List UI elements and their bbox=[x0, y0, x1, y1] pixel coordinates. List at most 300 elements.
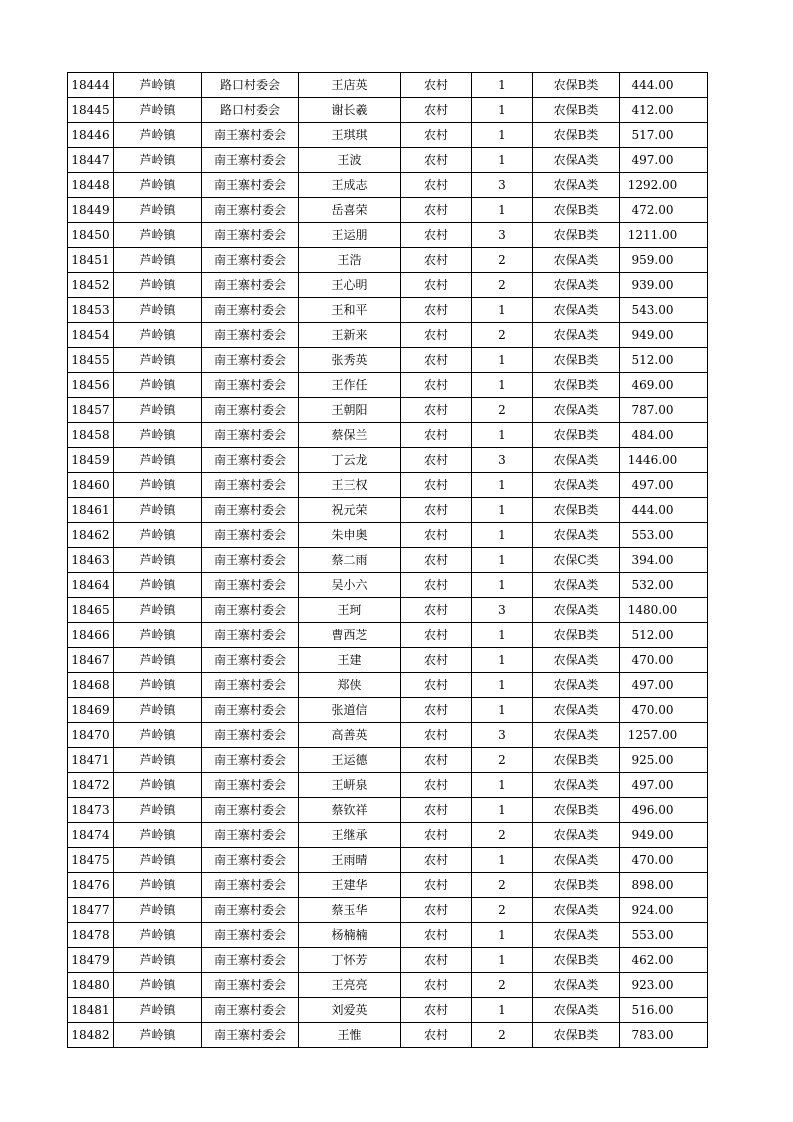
household-type-cell: 农村 bbox=[401, 748, 472, 773]
amount-cell: 923.00 bbox=[620, 973, 708, 998]
insurance-category-cell: 农保A类 bbox=[533, 773, 620, 798]
table-row bbox=[68, 248, 708, 273]
table-row bbox=[68, 423, 708, 448]
household-size-cell: 1 bbox=[472, 123, 533, 148]
person-name-cell: 朱申奥 bbox=[299, 523, 401, 548]
village-committee-cell: 南王寨村委会 bbox=[202, 823, 299, 848]
household-type-cell: 农村 bbox=[401, 498, 472, 523]
person-name-cell: 吴小六 bbox=[299, 573, 401, 598]
table-row bbox=[68, 798, 708, 823]
village-committee-cell: 路口村委会 bbox=[202, 73, 299, 98]
amount-cell: 444.00 bbox=[620, 498, 708, 523]
household-size-cell: 2 bbox=[472, 248, 533, 273]
household-type-cell: 农村 bbox=[401, 948, 472, 973]
table-row bbox=[68, 498, 708, 523]
village-committee-cell: 南王寨村委会 bbox=[202, 473, 299, 498]
household-type-cell: 农村 bbox=[401, 273, 472, 298]
table-row bbox=[68, 923, 708, 948]
amount-cell: 1211.00 bbox=[620, 223, 708, 248]
person-name-cell: 丁怀芳 bbox=[299, 948, 401, 973]
household-size-cell: 1 bbox=[472, 348, 533, 373]
township-cell: 芦岭镇 bbox=[114, 373, 202, 398]
table-row bbox=[68, 473, 708, 498]
township-cell: 芦岭镇 bbox=[114, 848, 202, 873]
amount-cell: 1480.00 bbox=[620, 598, 708, 623]
insurance-category-cell: 农保B类 bbox=[533, 948, 620, 973]
village-committee-cell: 南王寨村委会 bbox=[202, 748, 299, 773]
township-cell: 芦岭镇 bbox=[114, 948, 202, 973]
table-row bbox=[68, 723, 708, 748]
village-committee-cell: 南王寨村委会 bbox=[202, 323, 299, 348]
amount-cell: 898.00 bbox=[620, 873, 708, 898]
household-type-cell: 农村 bbox=[401, 548, 472, 573]
household-type-cell: 农村 bbox=[401, 148, 472, 173]
record-id-cell: 18476 bbox=[68, 873, 114, 898]
amount-cell: 470.00 bbox=[620, 648, 708, 673]
person-name-cell: 王新来 bbox=[299, 323, 401, 348]
table-row bbox=[68, 573, 708, 598]
household-size-cell: 1 bbox=[472, 148, 533, 173]
township-cell: 芦岭镇 bbox=[114, 573, 202, 598]
village-committee-cell: 南王寨村委会 bbox=[202, 198, 299, 223]
household-type-cell: 农村 bbox=[401, 198, 472, 223]
insurance-category-cell: 农保B类 bbox=[533, 123, 620, 148]
household-type-cell: 农村 bbox=[401, 123, 472, 148]
table-row bbox=[68, 648, 708, 673]
amount-cell: 484.00 bbox=[620, 423, 708, 448]
record-id-cell: 18459 bbox=[68, 448, 114, 473]
record-id-cell: 18477 bbox=[68, 898, 114, 923]
household-type-cell: 农村 bbox=[401, 398, 472, 423]
insurance-category-cell: 农保A类 bbox=[533, 473, 620, 498]
township-cell: 芦岭镇 bbox=[114, 1023, 202, 1048]
amount-cell: 470.00 bbox=[620, 848, 708, 873]
record-id-cell: 18469 bbox=[68, 698, 114, 723]
township-cell: 芦岭镇 bbox=[114, 973, 202, 998]
table-row bbox=[68, 948, 708, 973]
insurance-category-cell: 农保B类 bbox=[533, 798, 620, 823]
village-committee-cell: 南王寨村委会 bbox=[202, 898, 299, 923]
table-row bbox=[68, 373, 708, 398]
township-cell: 芦岭镇 bbox=[114, 348, 202, 373]
village-committee-cell: 南王寨村委会 bbox=[202, 573, 299, 598]
amount-cell: 497.00 bbox=[620, 773, 708, 798]
record-id-cell: 18445 bbox=[68, 98, 114, 123]
table-row bbox=[68, 323, 708, 348]
table-row bbox=[68, 898, 708, 923]
village-committee-cell: 南王寨村委会 bbox=[202, 448, 299, 473]
table-row bbox=[68, 298, 708, 323]
township-cell: 芦岭镇 bbox=[114, 198, 202, 223]
insurance-category-cell: 农保B类 bbox=[533, 423, 620, 448]
township-cell: 芦岭镇 bbox=[114, 648, 202, 673]
insurance-category-cell: 农保A类 bbox=[533, 823, 620, 848]
insurance-category-cell: 农保A类 bbox=[533, 923, 620, 948]
person-name-cell: 杨楠楠 bbox=[299, 923, 401, 948]
amount-cell: 783.00 bbox=[620, 1023, 708, 1048]
household-size-cell: 3 bbox=[472, 223, 533, 248]
person-name-cell: 丁云龙 bbox=[299, 448, 401, 473]
beneficiary-table bbox=[67, 72, 708, 1048]
village-committee-cell: 南王寨村委会 bbox=[202, 973, 299, 998]
record-id-cell: 18461 bbox=[68, 498, 114, 523]
household-size-cell: 1 bbox=[472, 948, 533, 973]
record-id-cell: 18456 bbox=[68, 373, 114, 398]
household-size-cell: 2 bbox=[472, 898, 533, 923]
record-id-cell: 18474 bbox=[68, 823, 114, 848]
table-row bbox=[68, 548, 708, 573]
household-size-cell: 1 bbox=[472, 923, 533, 948]
household-type-cell: 农村 bbox=[401, 848, 472, 873]
village-committee-cell: 南王寨村委会 bbox=[202, 423, 299, 448]
record-id-cell: 18455 bbox=[68, 348, 114, 373]
person-name-cell: 王三权 bbox=[299, 473, 401, 498]
amount-cell: 924.00 bbox=[620, 898, 708, 923]
insurance-category-cell: 农保A类 bbox=[533, 248, 620, 273]
table-row bbox=[68, 748, 708, 773]
person-name-cell: 王心明 bbox=[299, 273, 401, 298]
person-name-cell: 王成志 bbox=[299, 173, 401, 198]
person-name-cell: 王店英 bbox=[299, 73, 401, 98]
township-cell: 芦岭镇 bbox=[114, 798, 202, 823]
village-committee-cell: 南王寨村委会 bbox=[202, 398, 299, 423]
record-id-cell: 18475 bbox=[68, 848, 114, 873]
person-name-cell: 王岍泉 bbox=[299, 773, 401, 798]
insurance-category-cell: 农保A类 bbox=[533, 448, 620, 473]
amount-cell: 472.00 bbox=[620, 198, 708, 223]
insurance-category-cell: 农保B类 bbox=[533, 223, 620, 248]
person-name-cell: 王朝阳 bbox=[299, 398, 401, 423]
record-id-cell: 18446 bbox=[68, 123, 114, 148]
person-name-cell: 王运德 bbox=[299, 748, 401, 773]
household-size-cell: 1 bbox=[472, 98, 533, 123]
record-id-cell: 18462 bbox=[68, 523, 114, 548]
amount-cell: 412.00 bbox=[620, 98, 708, 123]
village-committee-cell: 南王寨村委会 bbox=[202, 698, 299, 723]
insurance-category-cell: 农保A类 bbox=[533, 298, 620, 323]
insurance-category-cell: 农保C类 bbox=[533, 548, 620, 573]
household-size-cell: 3 bbox=[472, 448, 533, 473]
person-name-cell: 曹西芝 bbox=[299, 623, 401, 648]
person-name-cell: 王作任 bbox=[299, 373, 401, 398]
amount-cell: 543.00 bbox=[620, 298, 708, 323]
household-type-cell: 农村 bbox=[401, 523, 472, 548]
table-row bbox=[68, 223, 708, 248]
person-name-cell: 高善英 bbox=[299, 723, 401, 748]
amount-cell: 787.00 bbox=[620, 398, 708, 423]
table-row bbox=[68, 73, 708, 98]
household-size-cell: 2 bbox=[472, 823, 533, 848]
township-cell: 芦岭镇 bbox=[114, 748, 202, 773]
table-row bbox=[68, 823, 708, 848]
insurance-category-cell: 农保B类 bbox=[533, 1023, 620, 1048]
household-size-cell: 1 bbox=[472, 498, 533, 523]
township-cell: 芦岭镇 bbox=[114, 448, 202, 473]
record-id-cell: 18447 bbox=[68, 148, 114, 173]
table-row bbox=[68, 773, 708, 798]
amount-cell: 444.00 bbox=[620, 73, 708, 98]
household-type-cell: 农村 bbox=[401, 623, 472, 648]
record-id-cell: 18468 bbox=[68, 673, 114, 698]
household-size-cell: 1 bbox=[472, 698, 533, 723]
household-size-cell: 1 bbox=[472, 673, 533, 698]
record-id-cell: 18463 bbox=[68, 548, 114, 573]
table-row bbox=[68, 973, 708, 998]
person-name-cell: 王浩 bbox=[299, 248, 401, 273]
person-name-cell: 岳喜荣 bbox=[299, 198, 401, 223]
household-type-cell: 农村 bbox=[401, 823, 472, 848]
table-row bbox=[68, 98, 708, 123]
table-row bbox=[68, 123, 708, 148]
township-cell: 芦岭镇 bbox=[114, 273, 202, 298]
household-type-cell: 农村 bbox=[401, 648, 472, 673]
household-size-cell: 1 bbox=[472, 998, 533, 1023]
table-row bbox=[68, 698, 708, 723]
person-name-cell: 谢长羲 bbox=[299, 98, 401, 123]
household-type-cell: 农村 bbox=[401, 698, 472, 723]
township-cell: 芦岭镇 bbox=[114, 73, 202, 98]
village-committee-cell: 南王寨村委会 bbox=[202, 348, 299, 373]
township-cell: 芦岭镇 bbox=[114, 598, 202, 623]
household-size-cell: 1 bbox=[472, 848, 533, 873]
insurance-category-cell: 农保B类 bbox=[533, 198, 620, 223]
table-row bbox=[68, 173, 708, 198]
table-row bbox=[68, 448, 708, 473]
record-id-cell: 18470 bbox=[68, 723, 114, 748]
record-id-cell: 18482 bbox=[68, 1023, 114, 1048]
insurance-category-cell: 农保A类 bbox=[533, 973, 620, 998]
village-committee-cell: 南王寨村委会 bbox=[202, 248, 299, 273]
household-type-cell: 农村 bbox=[401, 673, 472, 698]
household-size-cell: 1 bbox=[472, 573, 533, 598]
amount-cell: 1292.00 bbox=[620, 173, 708, 198]
person-name-cell: 蔡二雨 bbox=[299, 548, 401, 573]
insurance-category-cell: 农保B类 bbox=[533, 373, 620, 398]
township-cell: 芦岭镇 bbox=[114, 248, 202, 273]
household-type-cell: 农村 bbox=[401, 998, 472, 1023]
person-name-cell: 王继承 bbox=[299, 823, 401, 848]
table-row bbox=[68, 348, 708, 373]
household-size-cell: 3 bbox=[472, 723, 533, 748]
household-size-cell: 2 bbox=[472, 973, 533, 998]
person-name-cell: 王亮亮 bbox=[299, 973, 401, 998]
record-id-cell: 18473 bbox=[68, 798, 114, 823]
village-committee-cell: 南王寨村委会 bbox=[202, 998, 299, 1023]
record-id-cell: 18466 bbox=[68, 623, 114, 648]
table-row bbox=[68, 673, 708, 698]
village-committee-cell: 南王寨村委会 bbox=[202, 498, 299, 523]
table-row bbox=[68, 198, 708, 223]
township-cell: 芦岭镇 bbox=[114, 398, 202, 423]
amount-cell: 516.00 bbox=[620, 998, 708, 1023]
table-row bbox=[68, 998, 708, 1023]
township-cell: 芦岭镇 bbox=[114, 998, 202, 1023]
village-committee-cell: 南王寨村委会 bbox=[202, 373, 299, 398]
record-id-cell: 18467 bbox=[68, 648, 114, 673]
household-size-cell: 1 bbox=[472, 298, 533, 323]
record-id-cell: 18464 bbox=[68, 573, 114, 598]
amount-cell: 949.00 bbox=[620, 823, 708, 848]
record-id-cell: 18449 bbox=[68, 198, 114, 223]
household-type-cell: 农村 bbox=[401, 898, 472, 923]
household-type-cell: 农村 bbox=[401, 323, 472, 348]
household-size-cell: 1 bbox=[472, 773, 533, 798]
insurance-category-cell: 农保B类 bbox=[533, 73, 620, 98]
township-cell: 芦岭镇 bbox=[114, 473, 202, 498]
insurance-category-cell: 农保A类 bbox=[533, 648, 620, 673]
household-type-cell: 农村 bbox=[401, 448, 472, 473]
record-id-cell: 18450 bbox=[68, 223, 114, 248]
amount-cell: 553.00 bbox=[620, 923, 708, 948]
household-type-cell: 农村 bbox=[401, 73, 472, 98]
table-row bbox=[68, 148, 708, 173]
household-type-cell: 农村 bbox=[401, 598, 472, 623]
township-cell: 芦岭镇 bbox=[114, 523, 202, 548]
insurance-category-cell: 农保B类 bbox=[533, 623, 620, 648]
record-id-cell: 18465 bbox=[68, 598, 114, 623]
person-name-cell: 王运朋 bbox=[299, 223, 401, 248]
insurance-category-cell: 农保A类 bbox=[533, 573, 620, 598]
village-committee-cell: 南王寨村委会 bbox=[202, 723, 299, 748]
amount-cell: 939.00 bbox=[620, 273, 708, 298]
household-size-cell: 3 bbox=[472, 598, 533, 623]
insurance-category-cell: 农保B类 bbox=[533, 348, 620, 373]
person-name-cell: 祝元荣 bbox=[299, 498, 401, 523]
record-id-cell: 18481 bbox=[68, 998, 114, 1023]
household-size-cell: 2 bbox=[472, 398, 533, 423]
household-type-cell: 农村 bbox=[401, 473, 472, 498]
township-cell: 芦岭镇 bbox=[114, 923, 202, 948]
township-cell: 芦岭镇 bbox=[114, 873, 202, 898]
table-row bbox=[68, 398, 708, 423]
insurance-category-cell: 农保A类 bbox=[533, 273, 620, 298]
amount-cell: 496.00 bbox=[620, 798, 708, 823]
village-committee-cell: 南王寨村委会 bbox=[202, 848, 299, 873]
insurance-category-cell: 农保A类 bbox=[533, 398, 620, 423]
village-committee-cell: 南王寨村委会 bbox=[202, 648, 299, 673]
township-cell: 芦岭镇 bbox=[114, 323, 202, 348]
village-committee-cell: 南王寨村委会 bbox=[202, 948, 299, 973]
record-id-cell: 18479 bbox=[68, 948, 114, 973]
household-type-cell: 农村 bbox=[401, 423, 472, 448]
township-cell: 芦岭镇 bbox=[114, 698, 202, 723]
household-size-cell: 1 bbox=[472, 548, 533, 573]
amount-cell: 512.00 bbox=[620, 348, 708, 373]
amount-cell: 394.00 bbox=[620, 548, 708, 573]
village-committee-cell: 南王寨村委会 bbox=[202, 173, 299, 198]
household-type-cell: 农村 bbox=[401, 223, 472, 248]
township-cell: 芦岭镇 bbox=[114, 623, 202, 648]
table-row bbox=[68, 623, 708, 648]
person-name-cell: 刘爱英 bbox=[299, 998, 401, 1023]
household-size-cell: 1 bbox=[472, 198, 533, 223]
record-id-cell: 18457 bbox=[68, 398, 114, 423]
record-id-cell: 18448 bbox=[68, 173, 114, 198]
insurance-category-cell: 农保A类 bbox=[533, 698, 620, 723]
person-name-cell: 王建华 bbox=[299, 873, 401, 898]
township-cell: 芦岭镇 bbox=[114, 498, 202, 523]
insurance-category-cell: 农保A类 bbox=[533, 148, 620, 173]
household-type-cell: 农村 bbox=[401, 973, 472, 998]
household-size-cell: 1 bbox=[472, 423, 533, 448]
village-committee-cell: 南王寨村委会 bbox=[202, 148, 299, 173]
table-row bbox=[68, 873, 708, 898]
amount-cell: 532.00 bbox=[620, 573, 708, 598]
household-type-cell: 农村 bbox=[401, 248, 472, 273]
household-type-cell: 农村 bbox=[401, 1023, 472, 1048]
household-size-cell: 3 bbox=[472, 173, 533, 198]
table-body bbox=[68, 73, 708, 1048]
amount-cell: 462.00 bbox=[620, 948, 708, 973]
insurance-category-cell: 农保A类 bbox=[533, 898, 620, 923]
person-name-cell: 王波 bbox=[299, 148, 401, 173]
table-row bbox=[68, 598, 708, 623]
household-type-cell: 农村 bbox=[401, 798, 472, 823]
record-id-cell: 18460 bbox=[68, 473, 114, 498]
amount-cell: 517.00 bbox=[620, 123, 708, 148]
amount-cell: 553.00 bbox=[620, 523, 708, 548]
record-id-cell: 18471 bbox=[68, 748, 114, 773]
household-size-cell: 1 bbox=[472, 623, 533, 648]
person-name-cell: 王琪琪 bbox=[299, 123, 401, 148]
household-type-cell: 农村 bbox=[401, 723, 472, 748]
record-id-cell: 18454 bbox=[68, 323, 114, 348]
village-committee-cell: 南王寨村委会 bbox=[202, 598, 299, 623]
table-row bbox=[68, 273, 708, 298]
record-id-cell: 18452 bbox=[68, 273, 114, 298]
township-cell: 芦岭镇 bbox=[114, 298, 202, 323]
amount-cell: 925.00 bbox=[620, 748, 708, 773]
table-row bbox=[68, 848, 708, 873]
township-cell: 芦岭镇 bbox=[114, 673, 202, 698]
household-size-cell: 2 bbox=[472, 323, 533, 348]
person-name-cell: 王雨晴 bbox=[299, 848, 401, 873]
insurance-category-cell: 农保A类 bbox=[533, 848, 620, 873]
household-size-cell: 1 bbox=[472, 373, 533, 398]
household-type-cell: 农村 bbox=[401, 873, 472, 898]
township-cell: 芦岭镇 bbox=[114, 898, 202, 923]
insurance-category-cell: 农保A类 bbox=[533, 323, 620, 348]
household-type-cell: 农村 bbox=[401, 373, 472, 398]
record-id-cell: 18453 bbox=[68, 298, 114, 323]
person-name-cell: 王和平 bbox=[299, 298, 401, 323]
person-name-cell: 蔡保兰 bbox=[299, 423, 401, 448]
insurance-category-cell: 农保A类 bbox=[533, 173, 620, 198]
insurance-category-cell: 农保A类 bbox=[533, 723, 620, 748]
village-committee-cell: 南王寨村委会 bbox=[202, 273, 299, 298]
village-committee-cell: 南王寨村委会 bbox=[202, 798, 299, 823]
insurance-category-cell: 农保A类 bbox=[533, 998, 620, 1023]
household-type-cell: 农村 bbox=[401, 298, 472, 323]
household-type-cell: 农村 bbox=[401, 173, 472, 198]
household-size-cell: 1 bbox=[472, 473, 533, 498]
amount-cell: 1257.00 bbox=[620, 723, 708, 748]
person-name-cell: 蔡玉华 bbox=[299, 898, 401, 923]
township-cell: 芦岭镇 bbox=[114, 148, 202, 173]
household-size-cell: 1 bbox=[472, 798, 533, 823]
person-name-cell: 王惟 bbox=[299, 1023, 401, 1048]
household-type-cell: 农村 bbox=[401, 773, 472, 798]
insurance-category-cell: 农保B类 bbox=[533, 748, 620, 773]
household-type-cell: 农村 bbox=[401, 923, 472, 948]
person-name-cell: 郑侠 bbox=[299, 673, 401, 698]
amount-cell: 512.00 bbox=[620, 623, 708, 648]
record-id-cell: 18478 bbox=[68, 923, 114, 948]
household-size-cell: 2 bbox=[472, 273, 533, 298]
table-row bbox=[68, 523, 708, 548]
insurance-category-cell: 农保A类 bbox=[533, 598, 620, 623]
township-cell: 芦岭镇 bbox=[114, 123, 202, 148]
